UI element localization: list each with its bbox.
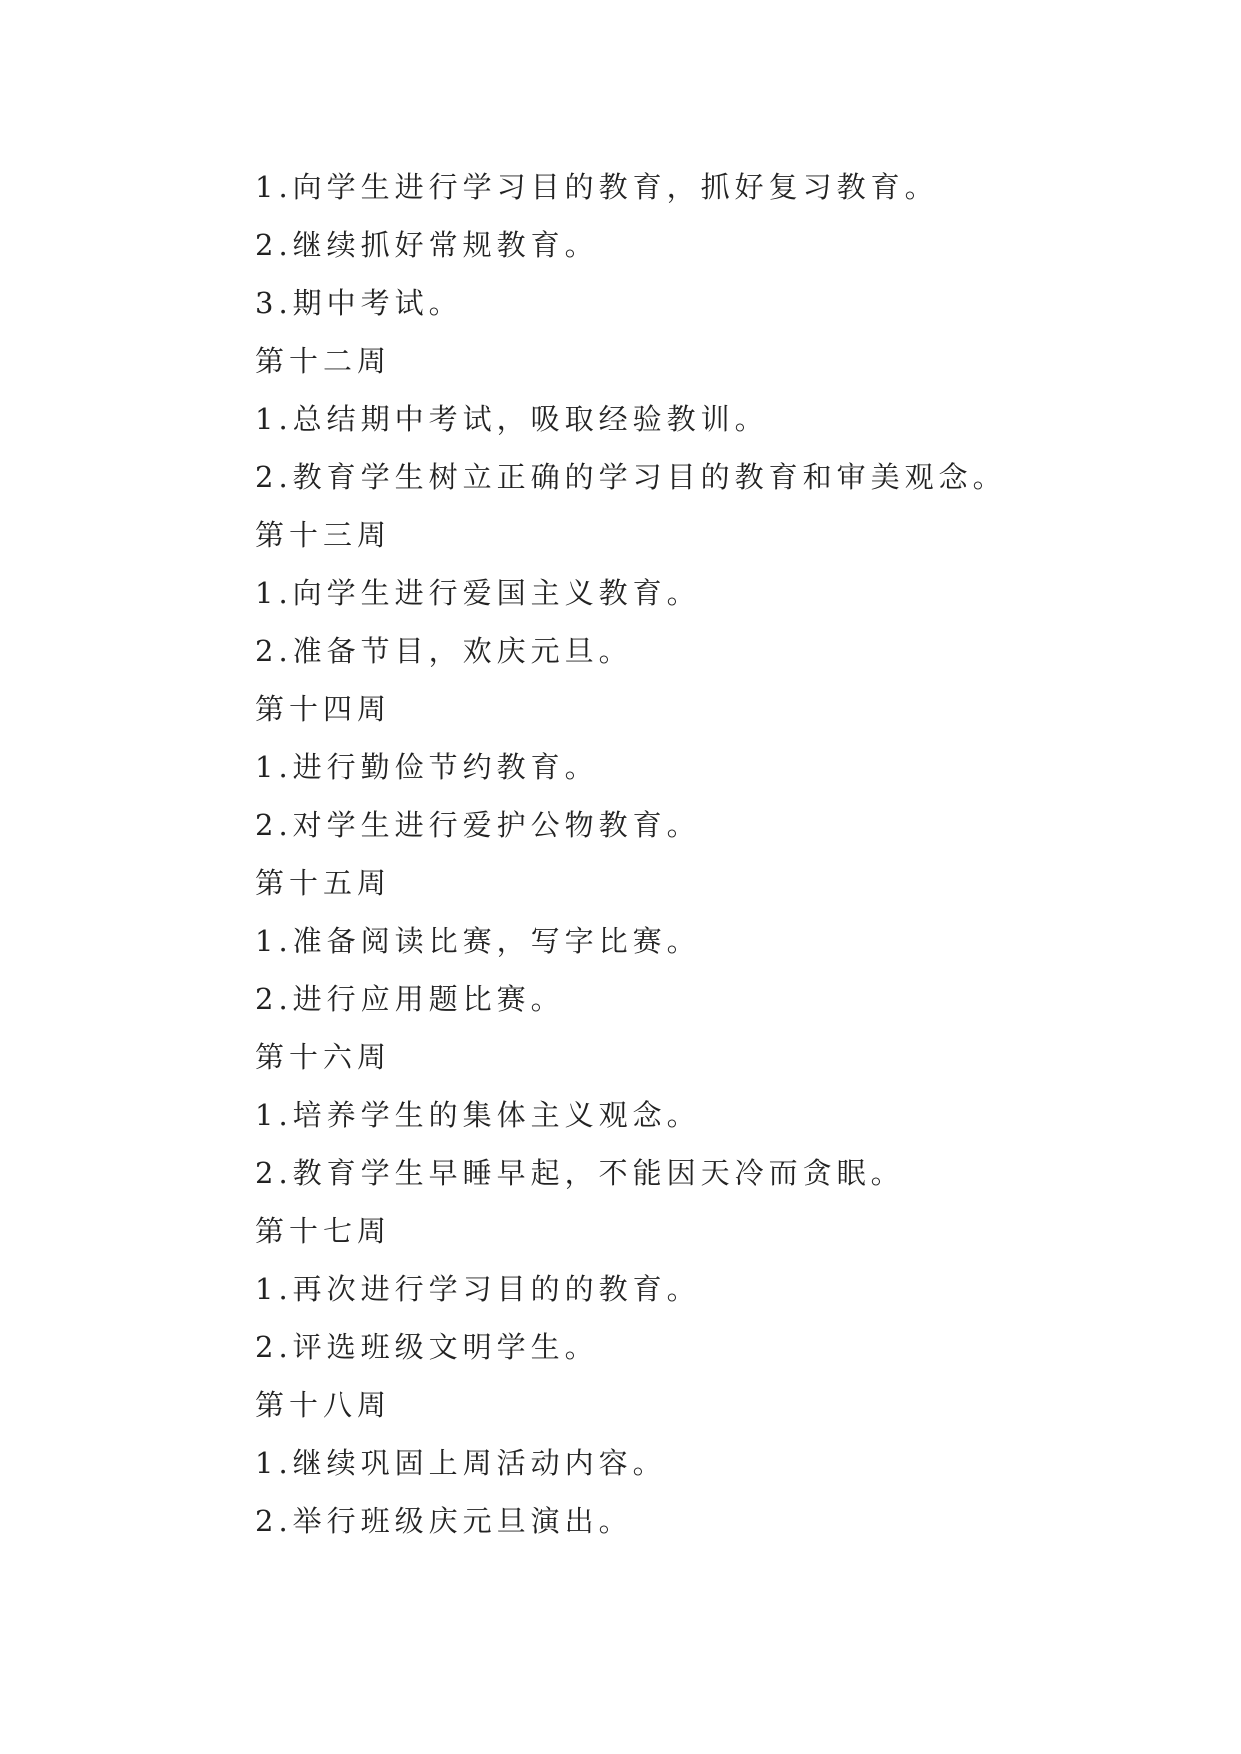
list-item: 1.向学生进行爱国主义教育。 xyxy=(255,576,701,610)
list-item: 2.教育学生树立正确的学习目的教育和审美观念。 xyxy=(255,460,1007,494)
list-item: 1.总结期中考试，吸取经验教训。 xyxy=(255,402,769,436)
section-heading-week-17: 第十七周 xyxy=(255,1214,392,1248)
section-heading-week-16: 第十六周 xyxy=(255,1040,392,1074)
list-item: 1.培养学生的集体主义观念。 xyxy=(255,1098,701,1132)
section-heading-week-18: 第十八周 xyxy=(255,1388,392,1422)
list-item: 1.准备阅读比赛，写字比赛。 xyxy=(255,924,701,958)
list-item: 2.进行应用题比赛。 xyxy=(255,982,565,1016)
list-item: 2.教育学生早睡早起，不能因天冷而贪眠。 xyxy=(255,1156,905,1190)
list-item: 2.对学生进行爱护公物教育。 xyxy=(255,808,701,842)
list-item: 2.举行班级庆元旦演出。 xyxy=(255,1504,633,1538)
list-item: 3.期中考试。 xyxy=(255,286,463,320)
document-body xyxy=(255,158,1155,1550)
list-item: 1.向学生进行学习目的教育，抓好复习教育。 xyxy=(255,170,939,204)
section-heading-week-15: 第十五周 xyxy=(255,866,392,900)
list-item: 1.进行勤俭节约教育。 xyxy=(255,750,599,784)
section-heading-week-14: 第十四周 xyxy=(255,692,392,726)
list-item: 2.准备节目，欢庆元旦。 xyxy=(255,634,633,668)
list-item: 2.评选班级文明学生。 xyxy=(255,1330,599,1364)
list-item: 2.继续抓好常规教育。 xyxy=(255,228,599,262)
list-item: 1.继续巩固上周活动内容。 xyxy=(255,1446,667,1480)
section-heading-week-13: 第十三周 xyxy=(255,518,392,552)
section-heading-week-12: 第十二周 xyxy=(255,344,392,378)
list-item: 1.再次进行学习目的的教育。 xyxy=(255,1272,701,1306)
